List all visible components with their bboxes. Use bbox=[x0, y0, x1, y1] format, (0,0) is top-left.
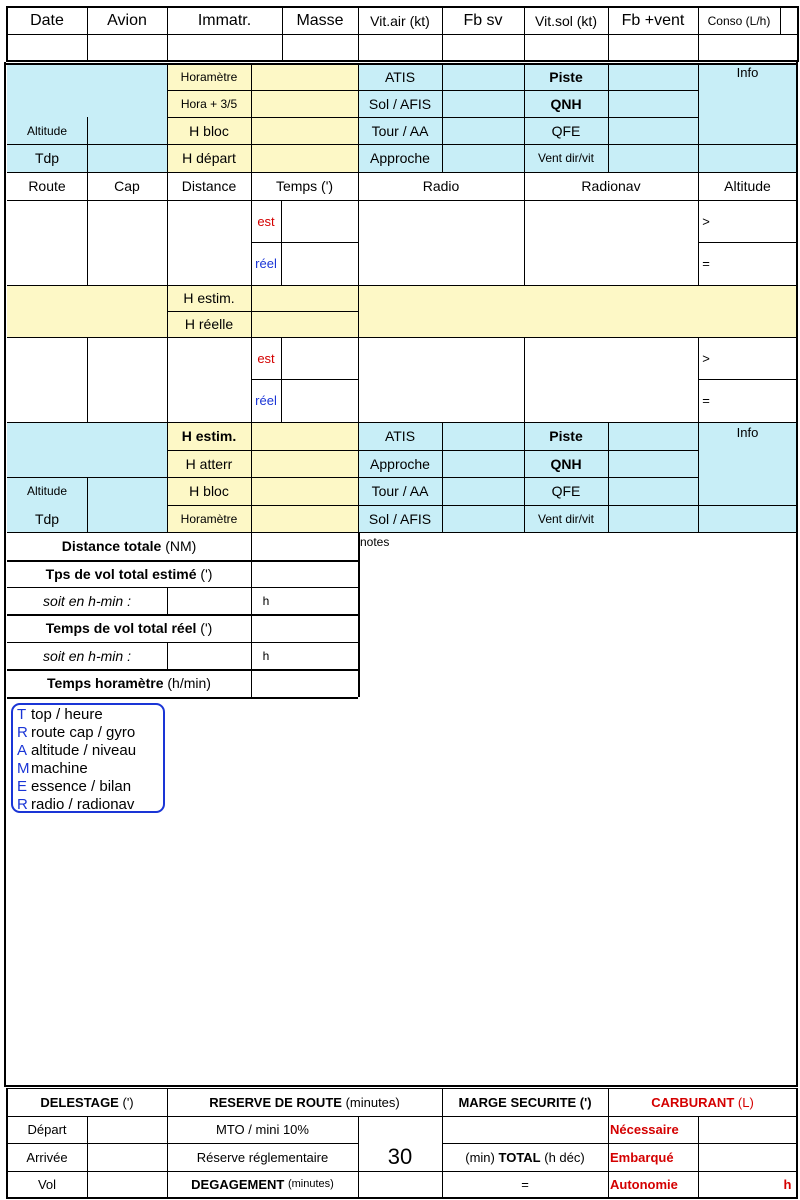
grid-line bbox=[167, 1143, 358, 1144]
fuel-vol: Vol bbox=[37, 1176, 57, 1192]
grid-line bbox=[7, 697, 358, 699]
header-masse: Masse bbox=[296, 11, 344, 29]
grid-line bbox=[167, 117, 698, 118]
grid-line bbox=[87, 6, 88, 60]
dep-vent: Vent dir/vit bbox=[524, 144, 608, 172]
header-date: Date bbox=[30, 11, 64, 29]
header-vit-sol: Vit.sol (kt) bbox=[535, 12, 597, 29]
tramer-letter: M bbox=[17, 760, 30, 777]
arr-hbloc: H bloc bbox=[167, 477, 251, 505]
grid-line bbox=[167, 642, 168, 669]
arr-horametre: Horamètre bbox=[167, 505, 251, 532]
dep-qnh: QNH bbox=[524, 90, 608, 117]
tramer-letter: R bbox=[17, 796, 28, 813]
grid-line bbox=[698, 6, 699, 60]
soit-label-2: soit en h-min : bbox=[43, 647, 131, 664]
grid-line bbox=[251, 379, 358, 380]
tramer-row bbox=[17, 796, 159, 814]
total-time-real-label: Temps de vol total réel (') bbox=[45, 620, 213, 636]
grid-line bbox=[167, 505, 698, 506]
nav-altitude: Altitude bbox=[724, 178, 771, 194]
fuel-autonomie-h: h bbox=[783, 1176, 792, 1192]
grid-line bbox=[167, 285, 168, 337]
grid-line bbox=[7, 1116, 797, 1117]
soit-h-1: h bbox=[262, 593, 270, 608]
grid-line bbox=[6, 1197, 798, 1199]
grid-line bbox=[167, 311, 358, 312]
grid-line bbox=[7, 285, 797, 286]
tramer-text: top / heure bbox=[31, 706, 103, 723]
grid-line bbox=[251, 172, 252, 285]
grid-line bbox=[251, 285, 252, 337]
dep-atis: ATIS bbox=[358, 63, 442, 90]
checkpoint-band bbox=[7, 285, 797, 337]
grid-line bbox=[358, 6, 359, 60]
dep-altitude-input[interactable] bbox=[87, 117, 167, 144]
arr-tdp: Tdp bbox=[7, 505, 87, 532]
grid-line bbox=[7, 614, 358, 616]
nav-route: Route bbox=[28, 178, 66, 194]
grid-line bbox=[167, 63, 168, 172]
fuel-marge: MARGE SECURITE (') bbox=[458, 1094, 592, 1110]
notes-area[interactable] bbox=[358, 552, 797, 1082]
grid-line bbox=[87, 117, 88, 172]
grid-line bbox=[251, 422, 252, 532]
arr-sol-afis: Sol / AFIS bbox=[358, 505, 442, 532]
grid-line bbox=[6, 6, 798, 8]
nav-radionav: Radionav bbox=[581, 178, 641, 194]
grid-line bbox=[7, 422, 797, 423]
tramer-letter: E bbox=[17, 778, 28, 795]
total-horametre-label: Temps horamètre (h/min) bbox=[47, 675, 211, 691]
leg1-est: est bbox=[257, 213, 275, 229]
grid-line bbox=[4, 1085, 798, 1087]
arr-qfe: QFE bbox=[524, 477, 608, 505]
arr-info: Info bbox=[736, 424, 759, 440]
grid-line bbox=[167, 422, 168, 532]
dep-tdp: Tdp bbox=[7, 144, 87, 172]
tramer-letter: A bbox=[17, 742, 28, 759]
grid-line bbox=[167, 90, 698, 91]
arr-altitude-input[interactable] bbox=[87, 477, 167, 505]
grid-line bbox=[87, 477, 88, 532]
grid-line bbox=[251, 532, 252, 697]
dep-sol-afis: Sol / AFIS bbox=[358, 90, 442, 117]
header-vit-air: Vit.air (kt) bbox=[370, 12, 430, 29]
arr-hestim: H estim. bbox=[167, 422, 251, 450]
dep-info: Info bbox=[736, 64, 759, 80]
nav-cap: Cap bbox=[114, 178, 140, 194]
band-hestim: H estim. bbox=[183, 290, 235, 306]
grid-line bbox=[698, 63, 699, 172]
grid-line bbox=[167, 172, 168, 285]
grid-line bbox=[87, 337, 88, 422]
soit-h-2: h bbox=[262, 648, 270, 663]
arrival-blue-zone bbox=[7, 422, 167, 477]
fuel-necessaire: Nécessaire bbox=[610, 1122, 679, 1137]
nav-temps: Temps (') bbox=[275, 178, 334, 194]
total-time-est-label: Tps de vol total estimé (') bbox=[45, 565, 213, 582]
grid-line bbox=[698, 505, 797, 506]
grid-line bbox=[698, 379, 797, 380]
total-distance-label: Distance totale (NM) bbox=[61, 538, 197, 554]
grid-line bbox=[442, 1088, 443, 1197]
dep-hdepart: H départ bbox=[167, 144, 251, 172]
tramer-text: machine bbox=[31, 760, 88, 777]
grid-line bbox=[698, 242, 797, 243]
header-conso: Conso (L/h) bbox=[707, 13, 771, 28]
grid-line bbox=[797, 6, 799, 62]
leg1-gt: > bbox=[702, 213, 710, 229]
grid-line bbox=[167, 587, 168, 614]
grid-line bbox=[698, 144, 797, 145]
grid-line bbox=[7, 669, 358, 671]
grid-line bbox=[7, 172, 797, 173]
dep-tdp-input[interactable] bbox=[87, 144, 167, 172]
arr-atis: ATIS bbox=[358, 422, 442, 450]
arr-vent: Vent dir/vit bbox=[524, 505, 608, 532]
grid-line bbox=[796, 62, 798, 1085]
fuel-reserve-value: 30 bbox=[387, 1144, 413, 1169]
grid-line bbox=[7, 532, 797, 533]
tramer-text: essence / bilan bbox=[31, 778, 132, 795]
grid-line bbox=[698, 172, 699, 285]
tramer-row bbox=[17, 760, 159, 778]
dep-altitude: Altitude bbox=[7, 117, 87, 144]
fuel-autonomie: Autonomie bbox=[610, 1176, 678, 1192]
grid-line bbox=[7, 337, 797, 338]
fuel-depart: Départ bbox=[27, 1122, 67, 1137]
tramer-row bbox=[17, 706, 159, 724]
grid-line bbox=[251, 242, 358, 243]
fuel-arrivee: Arrivée bbox=[26, 1149, 68, 1165]
header-immatr: Immatr. bbox=[197, 11, 252, 29]
header-fb-vent: Fb +vent bbox=[621, 11, 685, 29]
grid-line bbox=[608, 63, 609, 172]
grid-line bbox=[358, 1116, 359, 1197]
dep-approche: Approche bbox=[358, 144, 442, 172]
header-fb-sv: Fb sv bbox=[463, 11, 503, 29]
departure-blue-zone bbox=[7, 63, 167, 117]
grid-line bbox=[358, 532, 360, 697]
arr-tdp-input[interactable] bbox=[87, 505, 167, 532]
dep-horametre: Horamètre bbox=[167, 63, 251, 90]
grid-line bbox=[4, 62, 6, 1085]
grid-line bbox=[780, 6, 781, 34]
grid-line bbox=[282, 6, 283, 60]
tramer-box bbox=[11, 703, 165, 813]
fuel-total: (min) TOTAL (h déc) bbox=[465, 1149, 585, 1165]
grid-line bbox=[358, 172, 359, 285]
grid-line bbox=[7, 587, 358, 588]
fuel-delestage: DELESTAGE (') bbox=[40, 1094, 134, 1110]
fuel-reserve-route: RESERVE DE ROUTE (minutes) bbox=[209, 1094, 400, 1110]
tramer-letter: R bbox=[17, 724, 28, 741]
grid-line bbox=[167, 337, 168, 422]
grid-line bbox=[442, 63, 443, 172]
grid-line bbox=[358, 285, 359, 337]
fuel-mto: MTO / mini 10% bbox=[216, 1122, 309, 1137]
soit-label-1: soit en h-min : bbox=[43, 592, 131, 609]
tramer-letter: T bbox=[17, 706, 27, 723]
grid-line bbox=[6, 63, 798, 65]
tramer-row bbox=[17, 742, 159, 760]
grid-line bbox=[524, 172, 525, 285]
grid-line bbox=[524, 337, 525, 422]
dep-hora35: Hora + 3/5 bbox=[167, 90, 251, 117]
grid-line bbox=[6, 60, 798, 62]
grid-line bbox=[7, 477, 698, 478]
grid-line bbox=[7, 560, 358, 562]
grid-line bbox=[358, 337, 359, 422]
grid-line bbox=[698, 1116, 699, 1197]
leg2-eq: = bbox=[702, 393, 710, 408]
leg2-est: est bbox=[257, 350, 275, 366]
grid-line bbox=[442, 1143, 797, 1144]
grid-line bbox=[524, 63, 525, 172]
arr-altitude: Altitude bbox=[7, 477, 87, 505]
grid-line bbox=[251, 63, 252, 172]
leg1-eq: = bbox=[702, 256, 710, 271]
grid-line bbox=[167, 450, 698, 451]
notes-label: notes bbox=[360, 535, 390, 549]
grid-line bbox=[7, 200, 797, 201]
arr-hatterr: H atterr bbox=[167, 450, 251, 477]
header-avion: Avion bbox=[107, 11, 147, 29]
grid-line bbox=[7, 642, 358, 643]
grid-line bbox=[87, 1116, 88, 1197]
grid-line bbox=[6, 6, 8, 62]
grid-line bbox=[442, 1171, 797, 1172]
tramer-text: altitude / niveau bbox=[31, 742, 137, 759]
nav-distance: Distance bbox=[181, 178, 237, 194]
arr-tour-aa: Tour / AA bbox=[358, 477, 442, 505]
grid-line bbox=[608, 1088, 609, 1197]
leg1-reel: réel bbox=[255, 256, 277, 271]
grid-line bbox=[167, 6, 168, 60]
dep-qfe: QFE bbox=[524, 117, 608, 144]
grid-line bbox=[6, 34, 798, 35]
grid-line bbox=[358, 422, 359, 532]
tramer-row bbox=[17, 778, 159, 796]
arr-approche: Approche bbox=[358, 450, 442, 477]
grid-line bbox=[442, 6, 443, 60]
tramer-text: radio / radionav bbox=[31, 796, 135, 813]
grid-line bbox=[6, 1088, 798, 1089]
grid-line bbox=[7, 144, 698, 145]
dep-piste: Piste bbox=[524, 63, 608, 90]
arr-qnh: QNH bbox=[524, 450, 608, 477]
fuel-equal: = bbox=[521, 1176, 529, 1192]
tramer-text: route cap / gyro bbox=[31, 724, 136, 741]
band-hreelle: H réelle bbox=[184, 316, 234, 332]
fuel-degagement: DEGAGEMENT (minutes) bbox=[191, 1176, 334, 1192]
grid-line bbox=[442, 422, 443, 532]
grid-line bbox=[698, 422, 699, 532]
grid-line bbox=[608, 6, 609, 60]
arr-piste: Piste bbox=[524, 422, 608, 450]
dep-hbloc: H bloc bbox=[167, 117, 251, 144]
leg2-reel: réel bbox=[255, 393, 277, 408]
grid-line bbox=[167, 1088, 168, 1197]
grid-line bbox=[358, 63, 359, 172]
fuel-embarque: Embarqué bbox=[610, 1149, 674, 1165]
grid-line bbox=[167, 1171, 442, 1172]
fuel-reserve-regl: Réserve réglementaire bbox=[196, 1149, 329, 1165]
leg2-gt: > bbox=[702, 350, 710, 366]
dep-tour-aa: Tour / AA bbox=[358, 117, 442, 144]
tramer-row bbox=[17, 724, 159, 742]
fuel-carburant: CARBURANT (L) bbox=[651, 1094, 754, 1110]
grid-line bbox=[87, 172, 88, 285]
nav-radio: Radio bbox=[422, 178, 460, 194]
grid-line bbox=[608, 422, 609, 532]
grid-line bbox=[524, 422, 525, 532]
grid-line bbox=[524, 6, 525, 60]
